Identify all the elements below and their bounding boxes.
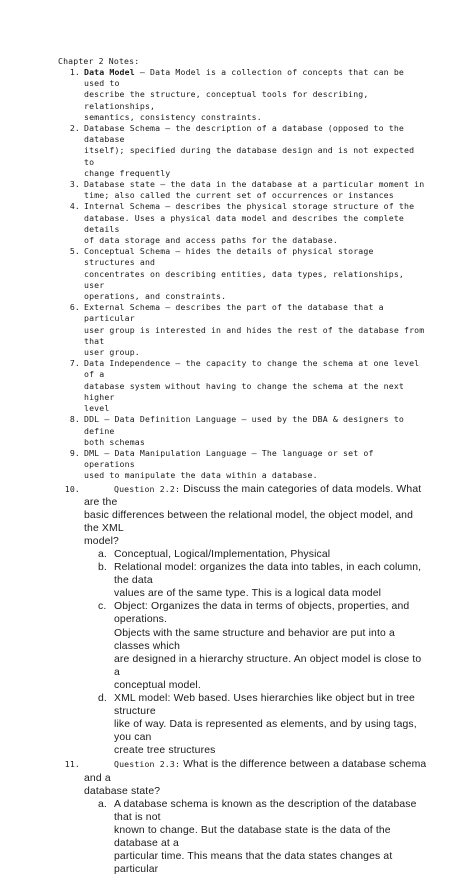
answer-letter: c. (98, 601, 107, 613)
question-text: What is the difference between a database schema and a (84, 759, 427, 784)
question-line: model? (84, 535, 119, 547)
list-item-number: 1. (69, 67, 80, 77)
list-item-line: Database state – the data in the database at a particular moment in (84, 179, 425, 190)
list-item (58, 448, 428, 482)
notes-list (58, 67, 428, 876)
answer-line: XML model: Web based. Uses hierarchies like object but in tree structure (114, 693, 415, 718)
list-item-line: operations, and constraints. (84, 291, 227, 302)
list-item (58, 358, 428, 414)
question-label: Question 2.2: (114, 483, 181, 494)
list-item-line: time; also called the current set of occurrences or instances (84, 190, 394, 201)
list-item (58, 302, 428, 358)
answer-line: Objects with the same structure and behavior are put into a classes which (114, 627, 395, 652)
list-item-line: Internal Schema – describes the physical storage structure of the (84, 201, 415, 212)
page-title: Chapter 2 Notes: (58, 56, 140, 66)
list-item (58, 123, 428, 179)
list-item-text: – Data Model is a collection of concepts that can be used to (84, 67, 404, 89)
list-item-line: change frequently (84, 167, 171, 178)
list-item-line: user group. (84, 347, 140, 358)
list-item-line: of data storage and access paths for the database. (84, 235, 338, 246)
answer-letter: a. (98, 548, 107, 560)
list-item-number: 2. (69, 123, 80, 134)
question-label: Question 2.3: (114, 759, 181, 770)
answer-line: like of way. Data is represented as elements, and by using tags, you can (114, 719, 417, 744)
list-item-number: 7. (69, 358, 80, 369)
answer-line: Object: Organizes the data in terms of objects, properties, and operations. (114, 601, 410, 626)
answer-letter: d. (98, 693, 107, 705)
list-item (58, 201, 428, 246)
answer-line: values are of the same type. This is a logical data model (114, 588, 382, 600)
answer-letter: a. (98, 798, 107, 810)
list-item-number: 4. (69, 201, 80, 212)
question-text: Discuss the main categories of data models. What are the (84, 483, 422, 508)
question-item (58, 483, 428, 758)
list-item-line: Database Schema – the description of a database (opposed to the database (84, 123, 404, 145)
list-item-line (84, 67, 428, 89)
term-label: Data Model (84, 67, 135, 77)
answer-line: are designed in a hierarchy structure. An object model is close to a (114, 653, 422, 678)
answer-line: particular time. This means that the data states changes at particular (114, 851, 393, 876)
question-line: basic differences between the relational model, the object model, and the XML (84, 509, 414, 534)
list-item-number: 3. (69, 179, 80, 190)
list-item (58, 414, 428, 448)
answer-item (84, 561, 428, 600)
question-line: database state? (84, 785, 161, 797)
answer-item (84, 692, 428, 757)
list-item-line: database system without having to change the schema at the next higher (84, 380, 404, 402)
list-item-line: database. Uses a physical data model and describes the complete details (84, 212, 404, 234)
list-item-line: used to manipulate the data within a database. (84, 470, 318, 481)
list-item-line: DDL – Data Definition Language – used by the DBA & designers to define (84, 414, 404, 436)
answer-item (84, 600, 428, 692)
question-item (58, 758, 428, 876)
question-line (84, 483, 428, 509)
list-item-line: Data Independence – the capacity to change the schema at one level of a (84, 358, 420, 380)
answer-line: conceptual model. (114, 679, 201, 691)
list-item-line: level (84, 403, 110, 414)
list-item-line: describe the structure, conceptual tools for describing, relationships, (84, 89, 369, 111)
list-item-line: DML – Data Manipulation Language – The language or set of operations (84, 447, 374, 470)
question-number: 10. (64, 483, 80, 494)
list-item-number: 8. (69, 414, 80, 425)
list-item-line: itself); specified during the database design and is not expected to (84, 145, 415, 167)
answer-item (84, 798, 428, 876)
list-item-line: Conceptual Schema – hides the details of physical storage structures and (84, 246, 374, 268)
list-item-number: 5. (69, 246, 80, 257)
answer-line: create tree structures (114, 745, 216, 757)
answer-line: known to change. But the database state is the data of the database at a (114, 824, 391, 850)
list-item-number: 9. (69, 447, 80, 458)
list-item-line: both schemas (84, 436, 145, 447)
question-number: 11. (64, 759, 80, 770)
list-item-line: user group is interested in and hides the rest of the database from that (84, 324, 425, 346)
answer-line: Conceptual, Logical/Implementation, Physical (114, 548, 331, 560)
list-item-number: 6. (69, 302, 80, 313)
answer-line: Relational model: organizes the data into tables, in each column, the data (114, 562, 422, 587)
question-line (84, 758, 428, 784)
list-item (58, 246, 428, 302)
list-item (58, 67, 428, 123)
list-item-line: External Schema – describes the part of the database that a particular (84, 302, 384, 324)
answer-letter: b. (98, 562, 107, 574)
answer-item (84, 548, 428, 561)
list-item-line: concentrates on describing entities, data types, relationships, user (84, 268, 404, 290)
list-item-line: semantics, consistency constraints. (84, 111, 262, 122)
list-item (58, 179, 428, 201)
answer-line: A database schema is known as the description of the database that is not (114, 798, 417, 823)
